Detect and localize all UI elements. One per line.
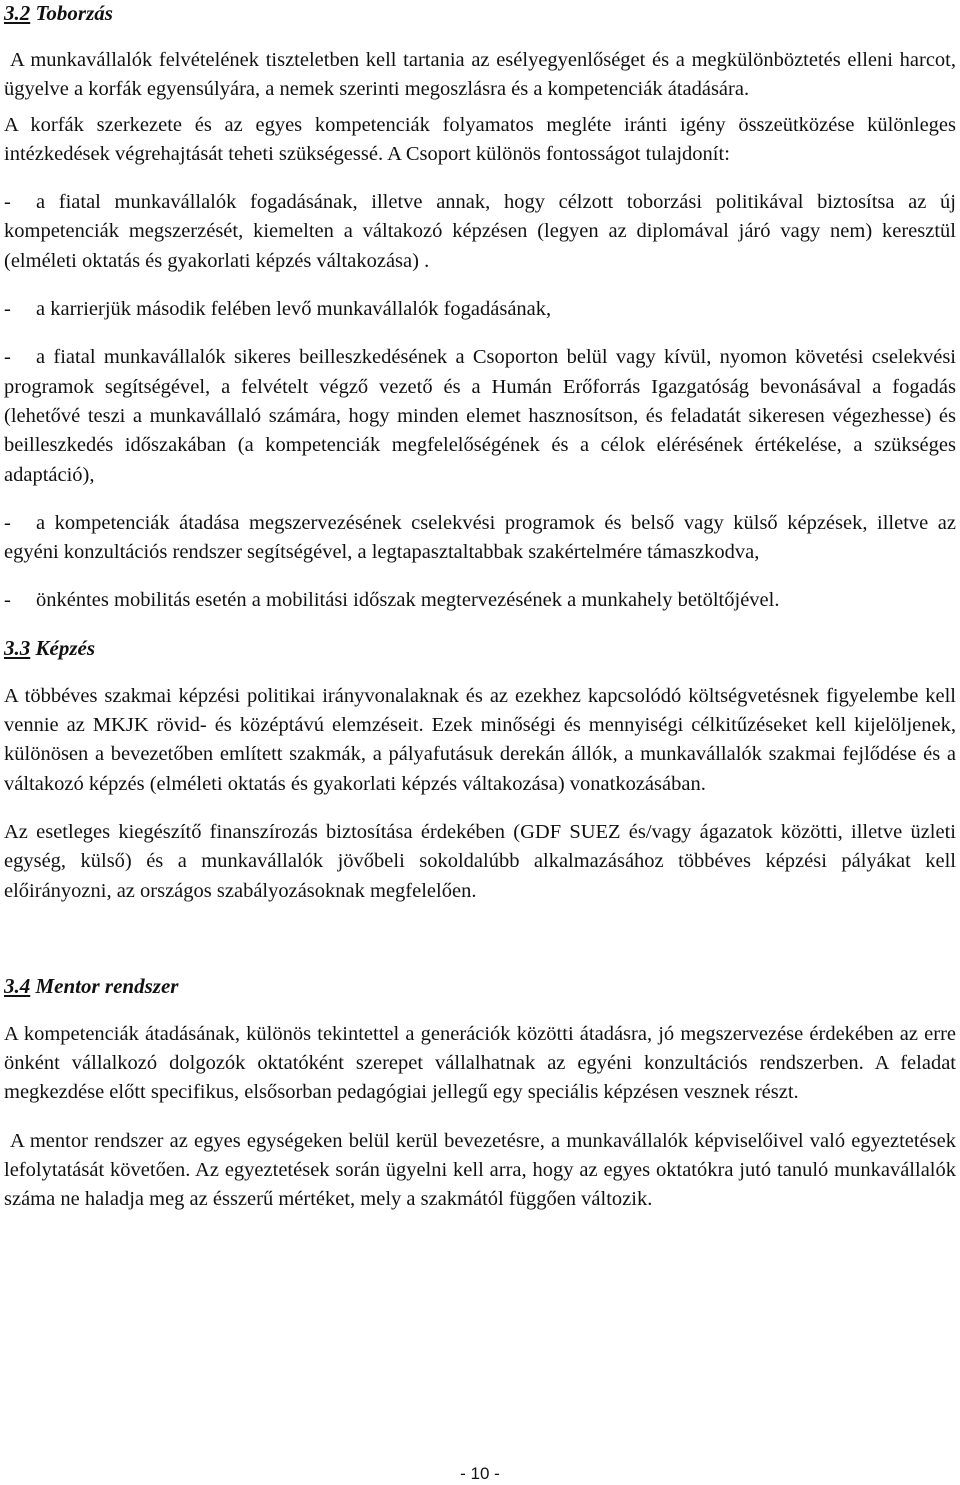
section-number: 3.2: [4, 1, 31, 25]
section-number: 3.3: [4, 635, 31, 660]
section-heading-mentor-rendszer: [4, 972, 956, 1000]
list-marker: -: [4, 346, 11, 369]
list-item-text: a kompetenciák átadása megszervezésének cselekvési programok és belső vagy külső képzések, illetve az egyéni konzultációs rendszer segítségével, a legtapasztaltabbak szakértelmére támaszkodva,: [4, 511, 956, 564]
page-number: - 10 -: [460, 1464, 500, 1483]
list-marker: -: [4, 511, 11, 534]
list-item: [4, 295, 956, 324]
list-item-text: a fiatal munkavállalók sikeres beilleszkedésének a Csoporton belül vagy kívül, nyomon követési cselekvési programok segítségével, a felvételt végző vezető és a Humán Erőforrás Igazgatóság bevonásával a fogadás (lehetővé teszi a munkavállaló számára, hogy minden elemet hasznosítson, és feladatát sikeresen végezhesse) és beilleszkedés időszakában (a kompetenciák megfelelőségének és a célok elérésének értékelése, a szükséges adaptáció),: [4, 346, 956, 486]
list-item: [4, 188, 956, 276]
paragraph: A mentor rendszer az egyes egységeken belül kerül bevezetésre, a munkavállalók képviselőivel való egyeztetések lefolytatását követően. Az egyeztetések során ügyelni kell arra, hogy az egyes oktatókra jutó tanuló munkavállalók száma ne haladja meg az ésszerű mértéket, mely a szakmától függően változik.: [4, 1129, 956, 1211]
list-marker: -: [4, 298, 11, 321]
section-title: Toborzás: [35, 1, 113, 25]
section-title: Képzés: [35, 635, 95, 660]
list-item: [4, 343, 956, 489]
section-heading-toborzas: [4, 0, 956, 27]
list-marker: -: [4, 191, 11, 214]
paragraph: A többéves szakmai képzési politikai irányvonalaknak és az ezekhez kapcsolódó költségvetésnek figyelembe kell vennie az MKJK rövid- és középtávú elemzéseit. Ezek minőségi és mennyiségi célkitűzéseket kell kijelöljenek, különösen a bevezetőben említett szakmák, a pályafutásuk derekán állók, a munkavállalók szakmai fejlődése és a váltakozó képzés (elméleti oktatás és gyakorlati képzés váltakozása) vonatkozásában.: [4, 684, 956, 795]
section-heading-kepzes: [4, 634, 956, 662]
section-title: Mentor rendszer: [35, 973, 179, 998]
list-item-text: a fiatal munkavállalók fogadásának, illetve annak, hogy célzott toborzási politikával biztosítsa az új kompetenciák megszerzését, kiemelten a váltakozó képzésen (legyen az diplomával járó vagy nem) keresztül (elméleti oktatás és gyakorlati képzés váltakozása) .: [4, 191, 956, 272]
paragraph: Az esetleges kiegészítő finanszírozás biztosítása érdekében (GDF SUEZ és/vagy ágazatok közötti, illetve üzleti egység, külső) és a munkavállalók jövőbeli sokoldalúbb alkalmazásához többéves képzési pályákat kell előirányozni, az országos szabályozásoknak megfelelően.: [4, 820, 956, 902]
section-number: 3.4: [4, 973, 31, 998]
list-marker: -: [4, 589, 11, 612]
list-item: [4, 586, 956, 615]
list-item-text: önkéntes mobilitás esetén a mobilitási időszak megtervezésének a munkahely betöltőjével.: [36, 589, 780, 612]
paragraph: A korfák szerkezete és az egyes kompetenciák folyamatos megléte iránti igény összeütközése különleges intézkedések végrehajtását teheti szükségessé. A Csoport különös fontosságot tulajdonít:: [4, 113, 956, 165]
paragraph: A munkavállalók felvételének tiszteletben kell tartania az esélyegyenlőséget és a megkülönböztetés elleni harcot, ügyelve a korfák egyensúlyára, a nemek szerinti megoszlásra és a kompetenciák átadására.: [4, 49, 956, 101]
document-page: [4, 0, 956, 1215]
list-item-text: a karrierjük második felében levő munkavállalók fogadásának,: [36, 298, 552, 321]
paragraph: A kompetenciák átadásának, különös tekintettel a generációk közötti átadásra, jó megszervezése érdekében az erre önként vállalkozó dolgozók oktatóként szerepet vállalhatnak az egyéni konzultációs rendszerben. A feladat megkezdése előtt specifikus, elsősorban pedagógiai jellegű egy speciális képzésen vesznek részt.: [4, 1022, 956, 1104]
list-item: [4, 509, 956, 568]
